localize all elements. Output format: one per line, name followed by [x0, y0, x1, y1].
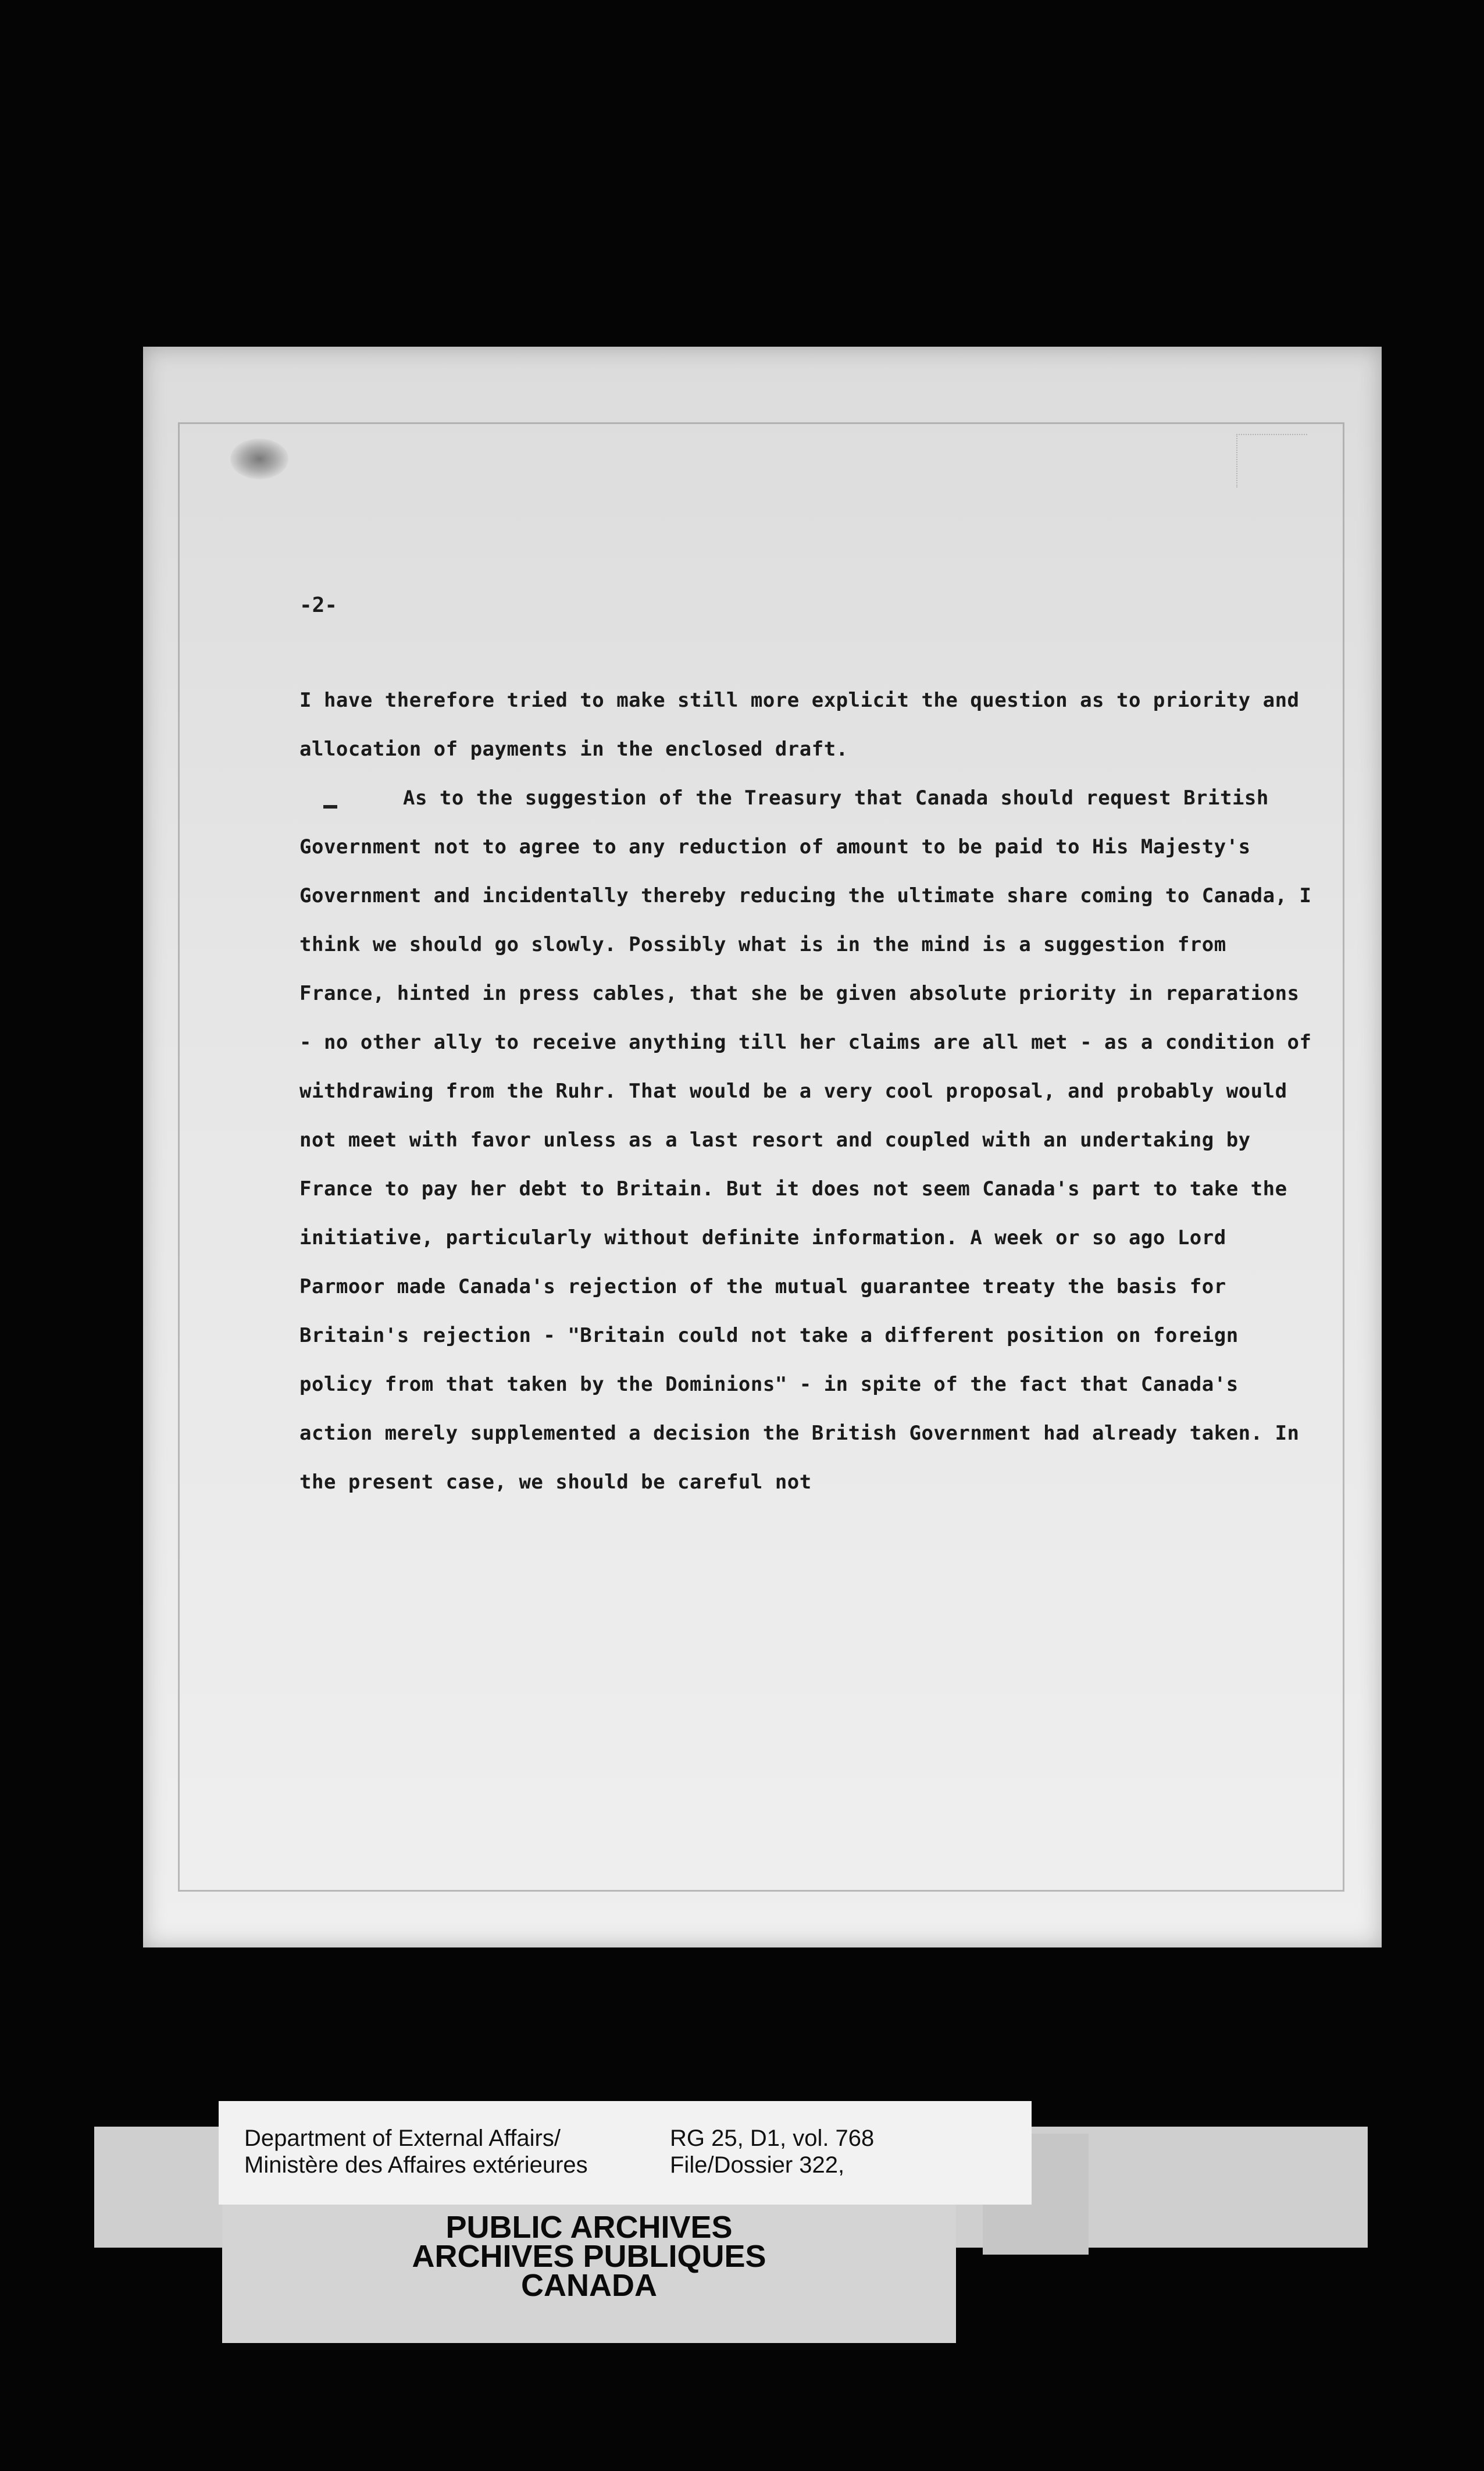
tape-stain [230, 439, 288, 479]
corner-marking [1236, 434, 1307, 487]
department-en: Department of External Affairs/ [244, 2125, 561, 2151]
paragraph-1: I have therefore tried to make still more explicit the question as to priority and allocation of payments in the enclosed draft. [299, 689, 1300, 761]
archives-line-3: CANADA [521, 2268, 657, 2303]
record-group-ref: RG 25, D1, vol. 768 [670, 2125, 875, 2151]
archives-line-1: PUBLIC ARCHIVES [445, 2210, 733, 2245]
paragraph-2: As to the suggestion of the Treasury that Canada should request British Government not to agree to any reduction of amount to be paid to His Majesty's Government and incidentally thereby reducing the ultimate share coming to Canada, I think we should go slowly. Possibly what is in the mind is a suggestion from France, hinted in press cables, that she be given absolute priority in reparations - no other ally to receive anything till her claims are all met - as a condition of withdrawing from the Ruhr. That would be a very cool proposal, and probably would not meet with favor unless as a last resort and coupled with an undertaking by France to pay her debt to Britain. But it does not seem Canada's part to take the initiative, particularly without definite information. A week or so ago Lord Parmoor made Canada's rejection of the mutual guarantee treaty the basis for Britain's rejection - "Britain could not take a different position on foreign policy from that taken by the Dominions" - in spite of the fact that Canada's action merely supplemented a decision the British Government had already taken. In the present case, we should be careful not [299, 786, 1312, 1494]
letter-body [299, 676, 1323, 1507]
department-fr: Ministère des Affaires extérieures [244, 2152, 588, 2178]
archive-reference-card [219, 2101, 1032, 2205]
file-ref: File/Dossier 322, [670, 2152, 845, 2178]
archives-stamp [222, 2210, 956, 2303]
archives-line-2: ARCHIVES PUBLIQUES [412, 2239, 766, 2274]
page-number: -2- [299, 593, 338, 617]
